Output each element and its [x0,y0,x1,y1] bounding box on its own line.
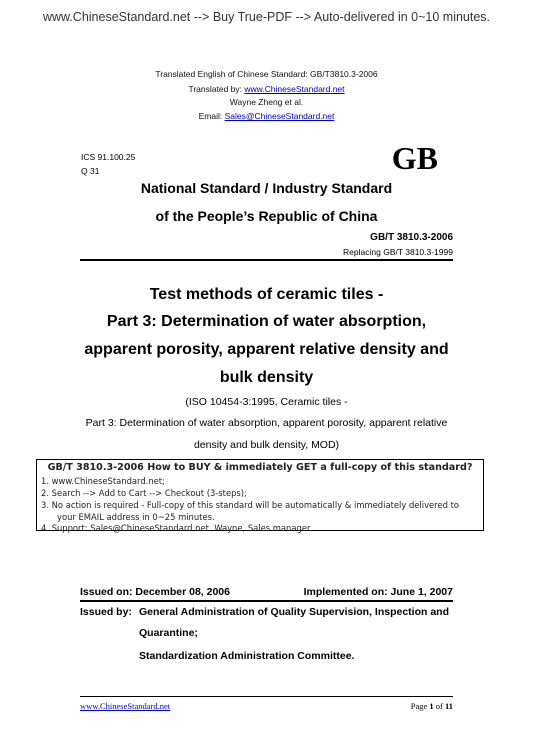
national-standard-line2: of the People’s Republic of China [155,208,378,224]
buy-box-title: GB/T 3810.3-2006 How to BUY & immediately GET a full-copy of this standard? [47,462,473,473]
page-total: 11 [444,701,453,711]
q-code: Q 31 [81,166,100,176]
translator: Wayne Zheng et al. [229,97,304,107]
top-banner: www.ChineseStandard.net --> Buy True-PDF --> Auto-delivered in 0~10 minutes. [42,10,491,24]
issued-by-line3: Standardization Administration Committee. [139,650,355,662]
issued-rule [80,600,453,602]
standard-number: GB/T 3810.3-2006 [370,232,453,243]
translated-by-link[interactable]: www.ChineseStandard.net [244,84,345,94]
national-standard-line1: National Standard / Industry Standard [140,180,393,196]
replacing-note: Replacing GB/T 3810.3-1999 [343,247,453,257]
gb-mark: GB [391,140,438,176]
iso-line2: Part 3: Determination of water absorption, apparent porosity, apparent relative [85,417,448,429]
title-line4: bulk density [219,369,314,386]
page-current: 1 [429,701,434,711]
buy-step-3-continued: your EMAIL address in 0~25 minutes. [57,512,215,522]
page-number [411,701,453,711]
buy-step-2: 2. Search --> Add to Cart --> Checkout (3-steps); [41,488,247,498]
issued-by-line1: General Administration of Quality Supervision, Inspection and [139,606,449,618]
issued-by-line2: Quarantine; [139,627,198,639]
email-line [0,111,533,121]
buy-step-1: 1. www.ChineseStandard.net; [41,476,165,486]
issued-on: Issued on: December 08, 2006 [80,586,230,598]
footer-site[interactable]: www.ChineseStandard.net [80,701,171,711]
ics-code: ICS 91.100.25 [81,152,136,162]
buy-instructions-box [36,459,484,531]
implemented-on: Implemented on: June 1, 2007 [303,586,453,598]
title-line1: Test methods of ceramic tiles - [149,286,384,303]
footer-rule [80,696,453,697]
page-prefix: Page [410,701,430,711]
page-of: of [433,701,445,711]
email-link[interactable]: Sales@ChineseStandard.net [224,111,335,121]
header-rule [80,259,453,261]
footer-site-link[interactable] [80,701,170,711]
buy-step-3: 3. No action is required - Full-copy of this standard will be automatically & immediately delivered to [41,500,459,510]
translated-by-line [0,84,533,94]
title-line3: apparent porosity, apparent relative density and [84,341,449,358]
translated-line: Translated English of Chinese Standard: GB/T3810.3-2006 [155,69,378,79]
iso-line3: density and bulk density, MOD) [193,439,340,451]
issued-by-label: Issued by: [80,606,132,618]
buy-step-4: 4. Support: Sales@ChineseStandard.net. Wayne, Sales manager [41,523,311,533]
translated-by-label: Translated by: [188,84,245,94]
iso-line1: (ISO 10454-3:1995, Ceramic tiles - [185,396,348,408]
email-label: Email: [198,111,225,121]
title-line2: Part 3: Determination of water absorption, [106,313,427,330]
